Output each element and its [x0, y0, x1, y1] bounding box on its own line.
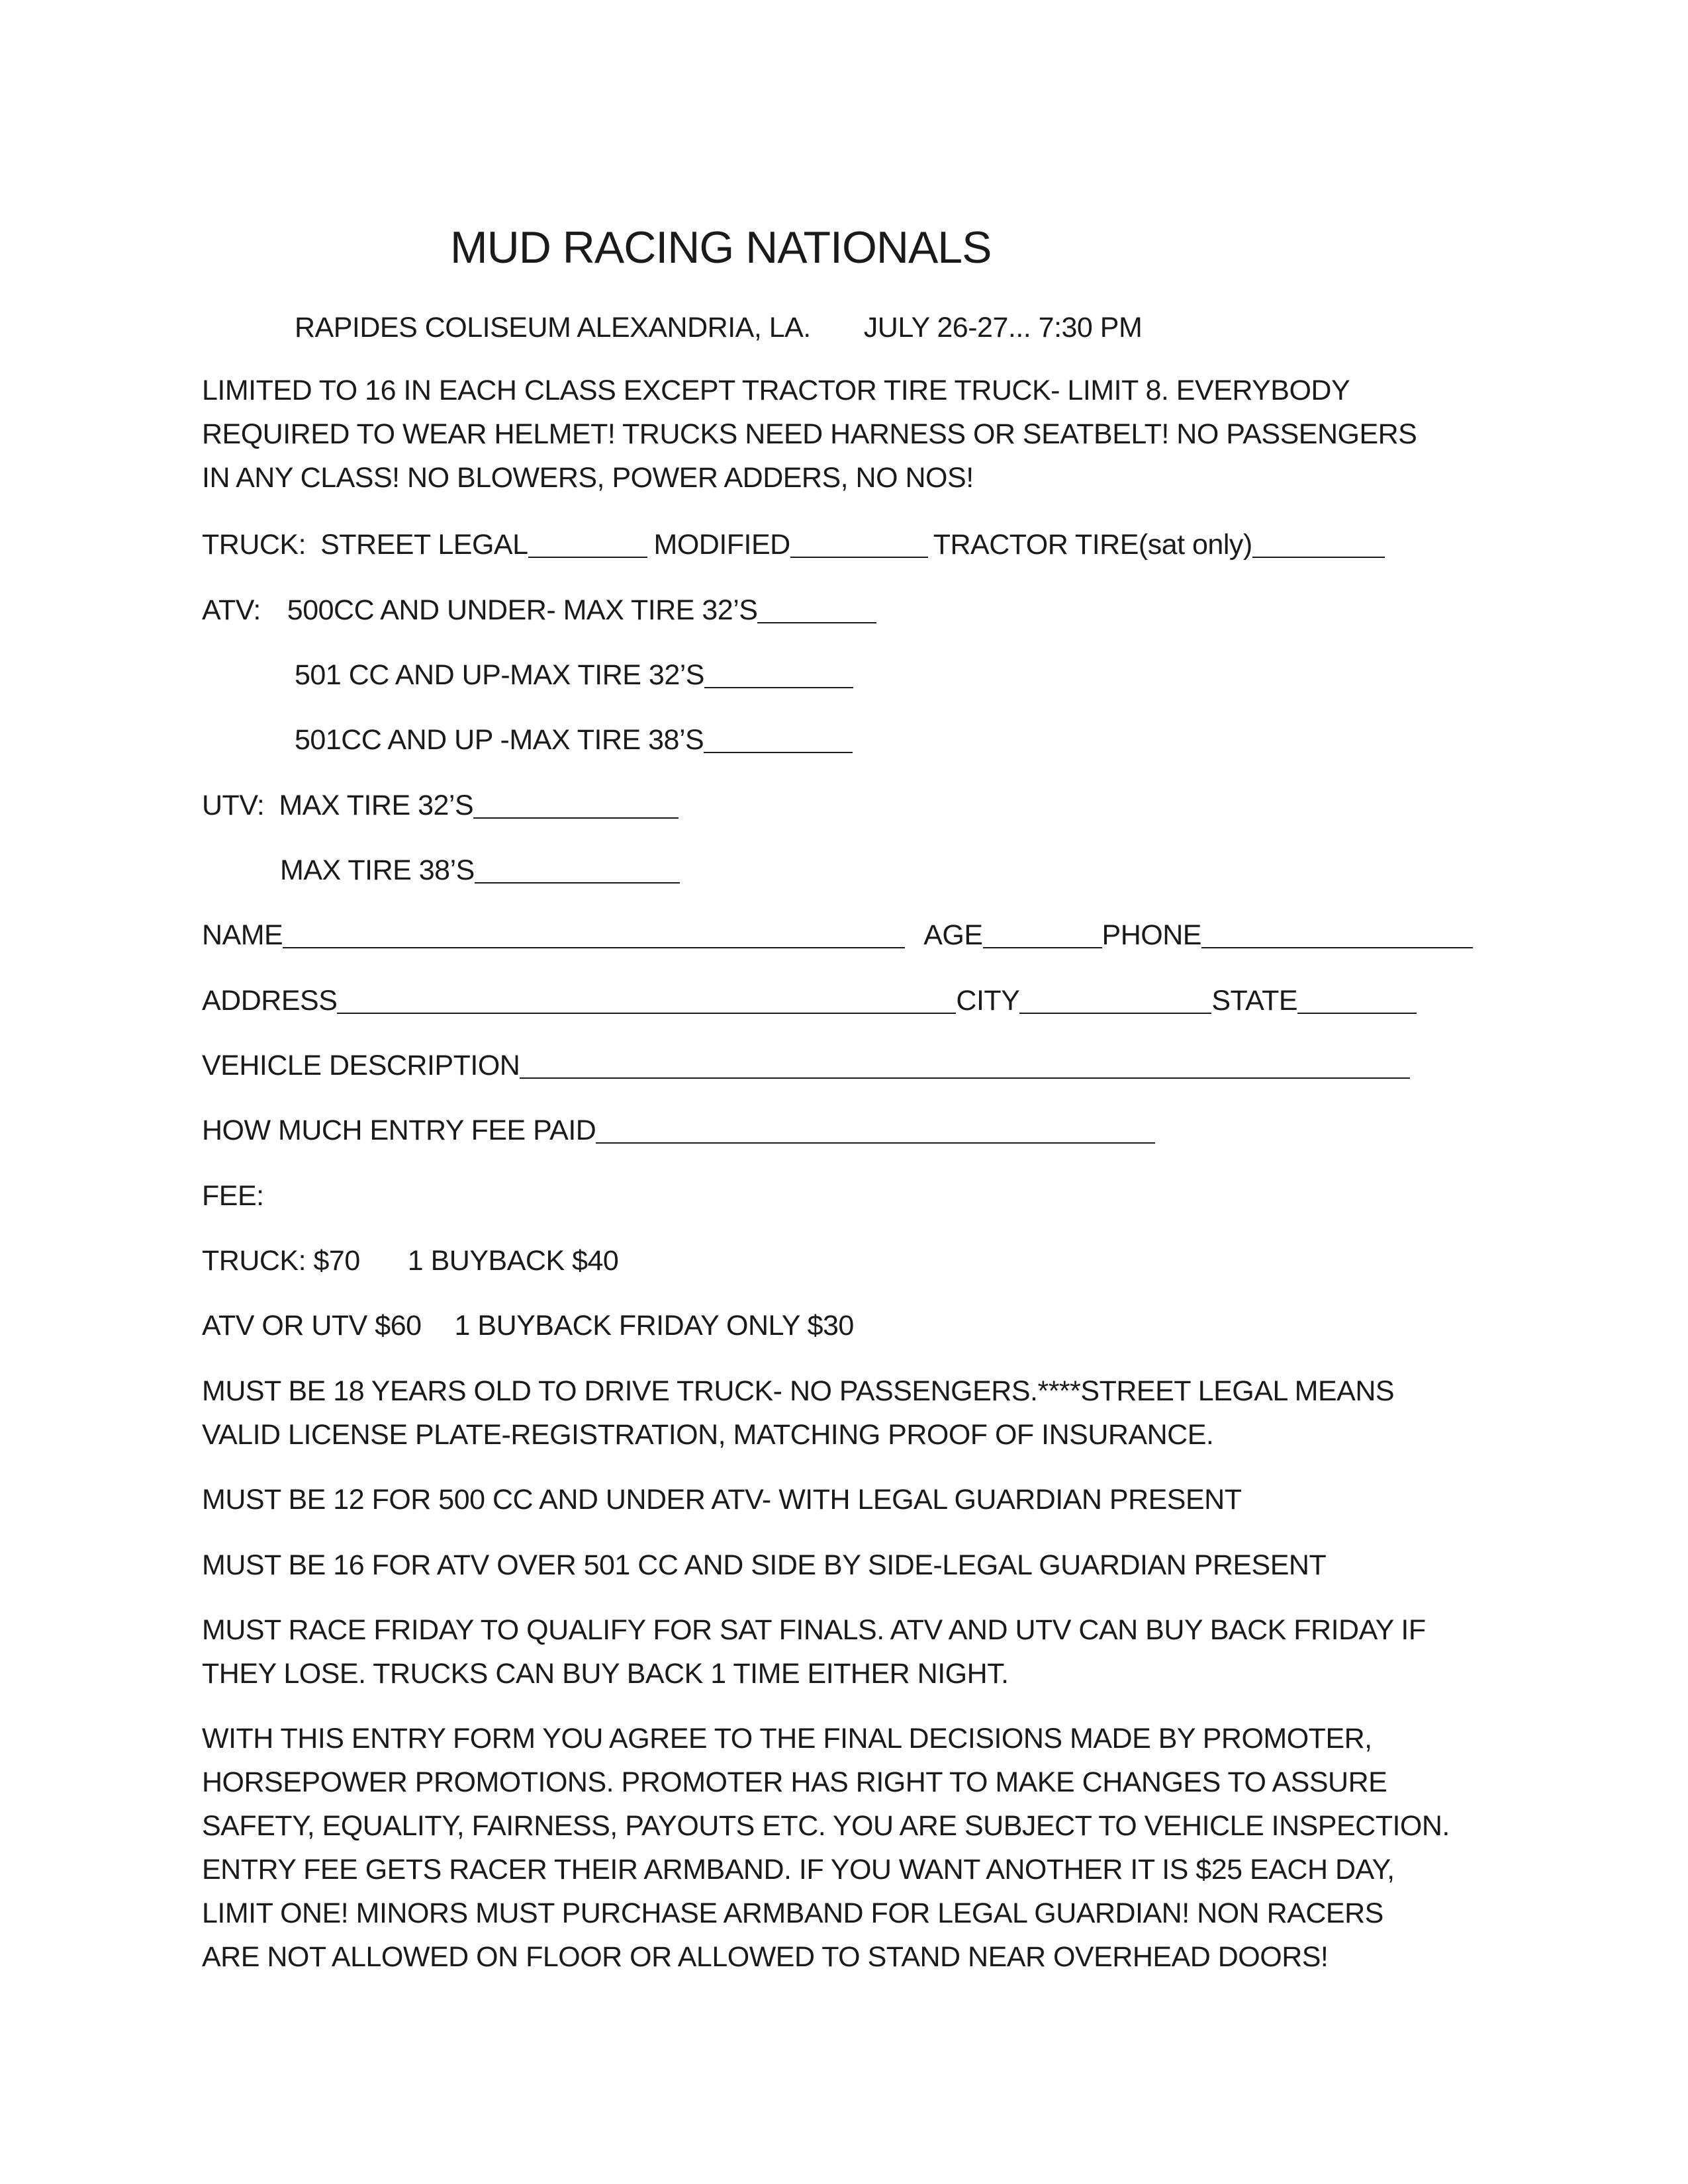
rule-driver-age-truck	[202, 1369, 1519, 1457]
venue-text: RAPIDES COLISEUM ALEXANDRIA, LA.	[295, 312, 811, 343]
atv-class-2-blank[interactable]	[704, 658, 853, 688]
address-label: ADDRESS	[202, 985, 338, 1017]
rule-line: MUST BE 16 FOR ATV OVER 501 CC AND SIDE BY SIDE-LEGAL GUARDIAN PRESENT	[202, 1549, 1327, 1581]
atv-class-row-2	[295, 653, 853, 697]
atv-class-3-blank[interactable]	[704, 723, 853, 753]
name-row	[202, 913, 1473, 957]
address-field[interactable]	[337, 983, 956, 1014]
vehicle-field[interactable]	[520, 1048, 1410, 1079]
intro-paragraph	[202, 369, 1519, 500]
truck-label: TRUCK:	[202, 529, 306, 561]
atv-class-row-1	[202, 588, 876, 632]
atv-class-1-label: 500CC AND UNDER- MAX TIRE 32’S	[287, 594, 758, 626]
intro-line: REQUIRED TO WEAR HELMET! TRUCKS NEED HARNESS OR SEATBELT! NO PASSENGERS	[202, 418, 1417, 450]
atv-class-3-label: 501CC AND UP -MAX TIRE 38’S	[295, 724, 704, 756]
atv-utv-buyback-fee: 1 BUYBACK FRIDAY ONLY $30	[454, 1310, 854, 1342]
tractor-tire-label: TRACTOR TIRE(sat only)	[933, 529, 1252, 561]
rule-line: HORSEPOWER PROMOTIONS. PROMOTER HAS RIGHT TO MAKE CHANGES TO ASSURE	[202, 1766, 1387, 1798]
state-field[interactable]	[1297, 983, 1417, 1014]
phone-label: PHONE	[1102, 919, 1201, 951]
rule-line: WITH THIS ENTRY FORM YOU AGREE TO THE FINAL DECISIONS MADE BY PROMOTER,	[202, 1723, 1372, 1754]
atv-class-1-blank[interactable]	[757, 593, 876, 623]
rule-driver-age-atv-large	[202, 1543, 1519, 1587]
atv-utv-fee-row	[202, 1304, 854, 1347]
utv-class-1-blank[interactable]	[473, 788, 679, 819]
utv-label: UTV:	[202, 790, 265, 821]
city-field[interactable]	[1019, 983, 1211, 1014]
rule-line: ENTRY FEE GETS RACER THEIR ARMBAND. IF YOU WANT ANOTHER IT IS $25 EACH DAY,	[202, 1854, 1395, 1886]
rule-agreement	[202, 1717, 1519, 1979]
rule-line: THEY LOSE. TRUCKS CAN BUY BACK 1 TIME EITHER NIGHT.	[202, 1658, 1009, 1690]
name-field[interactable]	[283, 918, 905, 948]
street-legal-label: STREET LEGAL	[320, 529, 528, 561]
modified-label: MODIFIED	[653, 529, 790, 561]
phone-field[interactable]	[1201, 918, 1473, 948]
tractor-tire-blank[interactable]	[1252, 527, 1385, 558]
rule-line: LIMIT ONE! MINORS MUST PURCHASE ARMBAND FOR LEGAL GUARDIAN! NON RACERS	[202, 1897, 1383, 1929]
rule-line: ARE NOT ALLOWED ON FLOOR OR ALLOWED TO STAND NEAR OVERHEAD DOORS!	[202, 1941, 1329, 1973]
intro-line: LIMITED TO 16 IN EACH CLASS EXCEPT TRACTOR TIRE TRUCK- LIMIT 8. EVERYBODY	[202, 375, 1350, 406]
atv-class-2-label: 501 CC AND UP-MAX TIRE 32’S	[295, 659, 704, 691]
atv-label: ATV:	[202, 594, 261, 626]
rule-line: MUST BE 12 FOR 500 CC AND UNDER ATV- WITH LEGAL GUARDIAN PRESENT	[202, 1484, 1242, 1516]
utv-class-2-label: MAX TIRE 38’S	[280, 854, 475, 886]
street-legal-blank[interactable]	[528, 527, 647, 558]
truck-fee: TRUCK: $70	[202, 1245, 360, 1277]
rule-line: MUST BE 18 YEARS OLD TO DRIVE TRUCK- NO PASSENGERS.****STREET LEGAL MEANS	[202, 1375, 1395, 1407]
city-label: CITY	[956, 985, 1020, 1017]
state-label: STATE	[1211, 985, 1298, 1017]
intro-line: IN ANY CLASS! NO BLOWERS, POWER ADDERS, NO NOS!	[202, 462, 974, 494]
name-label: NAME	[202, 919, 283, 951]
event-info	[295, 306, 1142, 349]
page-title: MUD RACING NATIONALS	[450, 222, 992, 273]
rule-line: SAFETY, EQUALITY, FAIRNESS, PAYOUTS ETC. YOU ARE SUBJECT TO VEHICLE INSPECTION.	[202, 1810, 1450, 1842]
fee-paid-label: HOW MUCH ENTRY FEE PAID	[202, 1115, 596, 1146]
rule-driver-age-atv-small	[202, 1478, 1519, 1522]
age-field[interactable]	[983, 918, 1102, 948]
rule-qualifying	[202, 1608, 1519, 1696]
truck-fee-row	[202, 1239, 618, 1283]
fee-paid-row	[202, 1109, 1155, 1152]
modified-blank[interactable]	[790, 527, 928, 558]
rule-line: VALID LICENSE PLATE-REGISTRATION, MATCHING PROOF OF INSURANCE.	[202, 1419, 1214, 1451]
truck-class-row	[202, 523, 1385, 567]
vehicle-label: VEHICLE DESCRIPTION	[202, 1050, 520, 1081]
fee-paid-field[interactable]	[596, 1113, 1155, 1144]
age-label: AGE	[923, 919, 983, 951]
atv-class-row-3	[295, 718, 853, 762]
utv-class-2-blank[interactable]	[475, 853, 680, 884]
dates-text: JULY 26-27... 7:30 PM	[863, 312, 1143, 343]
vehicle-row	[202, 1044, 1410, 1087]
atv-utv-fee: ATV OR UTV $60	[202, 1310, 422, 1342]
fee-heading: FEE:	[202, 1180, 264, 1212]
rule-line: MUST RACE FRIDAY TO QUALIFY FOR SAT FINALS. ATV AND UTV CAN BUY BACK FRIDAY IF	[202, 1614, 1426, 1646]
truck-buyback-fee: 1 BUYBACK $40	[407, 1245, 619, 1277]
utv-class-1-label: MAX TIRE 32’S	[279, 790, 474, 821]
utv-class-row-1	[202, 784, 679, 827]
address-row	[202, 979, 1417, 1023]
utv-class-row-2	[280, 848, 680, 892]
